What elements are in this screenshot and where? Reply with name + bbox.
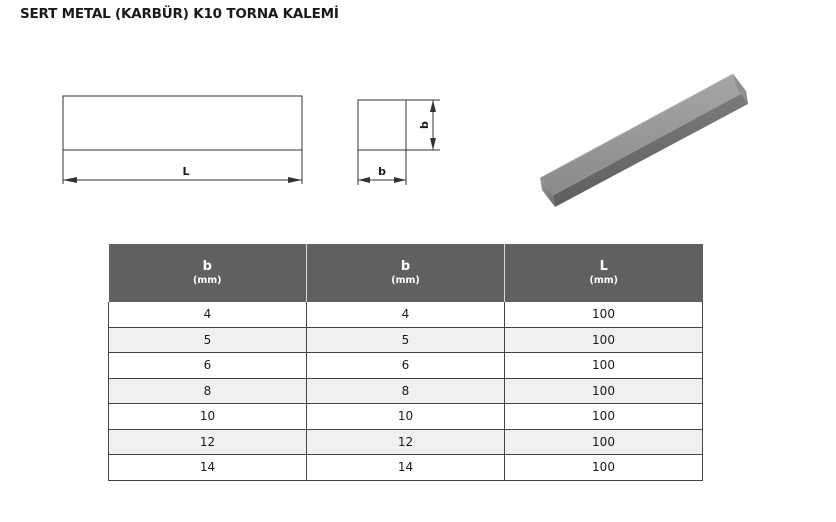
table-cell: 5 [109, 327, 307, 353]
column-unit: (mm) [193, 275, 222, 286]
table-cell: 5 [307, 327, 505, 353]
side-view-drawing [63, 96, 302, 184]
column-header-height [307, 244, 505, 302]
table-row [109, 404, 703, 430]
column-unit: (mm) [391, 275, 420, 286]
table-cell: 8 [307, 378, 505, 404]
column-unit: (mm) [589, 275, 618, 286]
table-cell: 100 [505, 327, 703, 353]
table-cell: 4 [109, 302, 307, 327]
table-cell: 8 [109, 378, 307, 404]
table-header-row [109, 244, 703, 302]
arrow-right-icon [394, 177, 406, 183]
table-cell: 100 [505, 302, 703, 327]
column-symbol: L [599, 259, 608, 274]
table-row [109, 327, 703, 353]
table-cell: 100 [505, 429, 703, 455]
table-cell: 10 [109, 404, 307, 430]
width-dimension-label: b [378, 165, 386, 178]
table-cell: 6 [109, 353, 307, 379]
page-title: SERT METAL (KARBÜR) K10 TORNA KALEMİ [20, 6, 339, 22]
table-cell: 4 [307, 302, 505, 327]
arrow-up-icon [430, 100, 436, 112]
table-cell: 6 [307, 353, 505, 379]
table-cell: 10 [307, 404, 505, 430]
arrow-left-icon [358, 177, 370, 183]
table-cell: 12 [307, 429, 505, 455]
table-cell: 100 [505, 404, 703, 430]
column-symbol: b [400, 259, 411, 274]
table-cell: 12 [109, 429, 307, 455]
technical-drawing [0, 0, 836, 240]
table-row [109, 455, 703, 481]
table-cell: 100 [505, 455, 703, 481]
table-cell: 100 [505, 378, 703, 404]
column-header-width [109, 244, 307, 302]
dimensions-table [108, 244, 703, 481]
tool-bit-illustration [540, 74, 748, 207]
column-symbol: b [202, 259, 212, 274]
table-row [109, 429, 703, 455]
table-row [109, 302, 703, 327]
table-cell: 14 [109, 455, 307, 481]
arrow-right-icon [288, 177, 302, 183]
table-row [109, 378, 703, 404]
arrow-left-icon [63, 177, 77, 183]
height-dimension-label: b [418, 121, 431, 129]
table-cell: 100 [505, 353, 703, 379]
column-header-length [505, 244, 703, 302]
length-dimension-label: L [182, 165, 190, 178]
table-row [109, 353, 703, 379]
table-cell: 14 [307, 455, 505, 481]
section-view-drawing [358, 100, 440, 185]
arrow-down-icon [430, 138, 436, 150]
